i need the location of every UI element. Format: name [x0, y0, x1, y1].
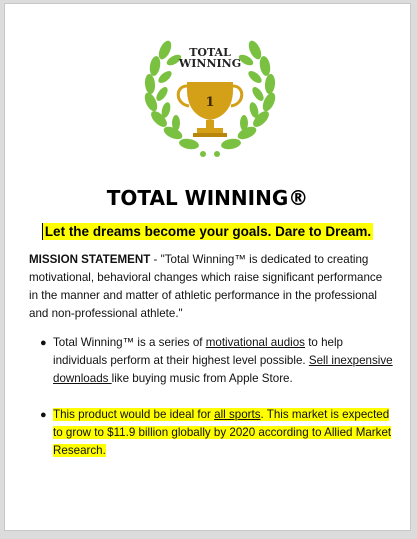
- svg-text:1: 1: [205, 95, 215, 110]
- list-item: ● Total Winning™ is a series of motivational audios to help individuals perform at their highest level possible. Sell inexpensive downloads like buying music from Apple Store.: [40, 336, 393, 385]
- mission-label: MISSION STATEMENT: [29, 253, 151, 266]
- mission-separator: -: [150, 253, 161, 266]
- bullet-icon: ●: [40, 337, 47, 349]
- list-item: ● This product would be ideal for all sports. This market is expected to grow to $11.9 billion globally by 2020 according to Allied Market Research.: [40, 408, 392, 457]
- motivational-audios-link[interactable]: motivational audios: [205, 336, 305, 349]
- document-title: TOTAL WINNING®: [106, 186, 309, 210]
- mission-text: "Total Winning™ is dedicated to creating motivational, behavioral changes which raise significant performance in the manner and matter of athletic performance in the professional and non-professional athlete.": [29, 253, 383, 320]
- all-sports-link[interactable]: all sports: [214, 408, 261, 421]
- sell-downloads-link[interactable]: Sell inexpensive downloads: [53, 354, 393, 385]
- tagline: Let the dreams become your goals. Dare to Dream.: [42, 223, 373, 240]
- svg-text:WINNING: WINNING: [178, 57, 242, 70]
- bullet-list: [29, 334, 394, 460]
- document-page: [4, 3, 411, 531]
- total-winning-logo: [137, 36, 283, 161]
- bullet-icon: ●: [40, 409, 47, 421]
- svg-text:TOTAL: TOTAL: [189, 46, 231, 59]
- mission-statement: [29, 251, 394, 323]
